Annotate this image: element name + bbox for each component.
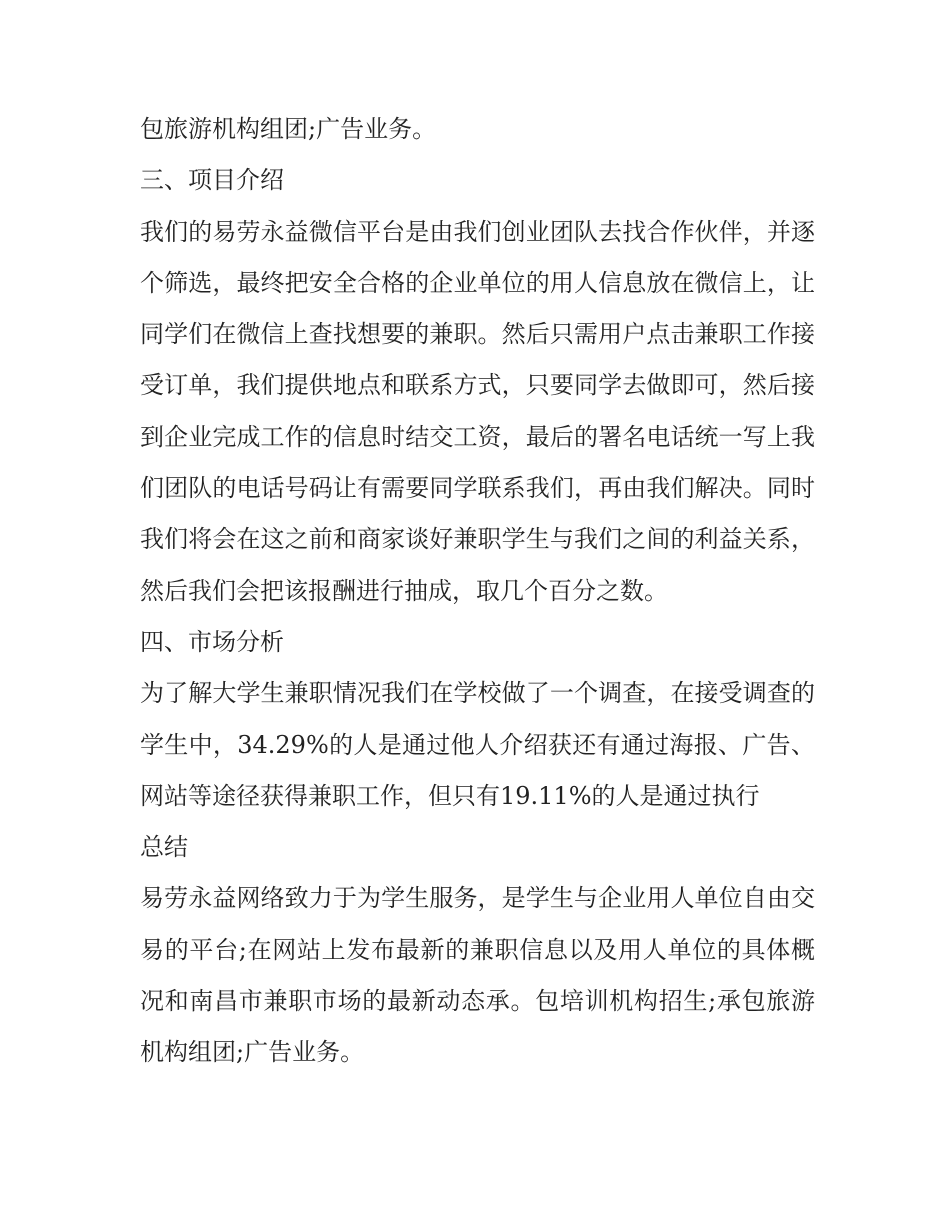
section-heading-project-intro: 三、项目介绍 [140,166,284,195]
section-heading-market-analysis: 四、市场分析 [140,627,284,656]
paragraph-market-analysis: 为了解大学生兼职情况我们在学校做了一个调查，在接受调查的学生中，34.29%的人是通过他人介绍获还有通过海报、广告、网站等途径获得兼职工作，但只有19.11%的人是通过执行 [140,679,815,810]
section-heading-summary: 总结 [140,833,188,862]
document-body [140,104,815,1079]
paragraph-project-intro: 我们的易劳永益微信平台是由我们创业团队去找合作伙伴，并逐个筛选，最终把安全合格的企业单位的用人信息放在微信上，让同学们在微信上查找想要的兼职。然后只需用户点击兼职工作接受订单，我们提供地点和联系方式，只要同学去做即可，然后接到企业完成工作的信息时结交工资，最后的署名电话统一写上我们团队的电话号码让有需要同学联系我们，再由我们解决。同时我们将会在这之前和商家谈好兼职学生与我们之间的利益关系，然后我们会把该报酬进行抽成，取几个百分之数。 [140,217,815,605]
paragraph-continuation: 包旅游机构组团;广告业务。 [140,115,437,143]
paragraph-summary: 易劳永益网络致力于为学生服务，是学生与企业用人单位自由交易的平台;在网站上发布最新的兼职信息以及用人单位的具体概况和南昌市兼职市场的最新动态承。包培训机构招生;承包旅游机构组团;广告业务。 [140,884,815,1067]
